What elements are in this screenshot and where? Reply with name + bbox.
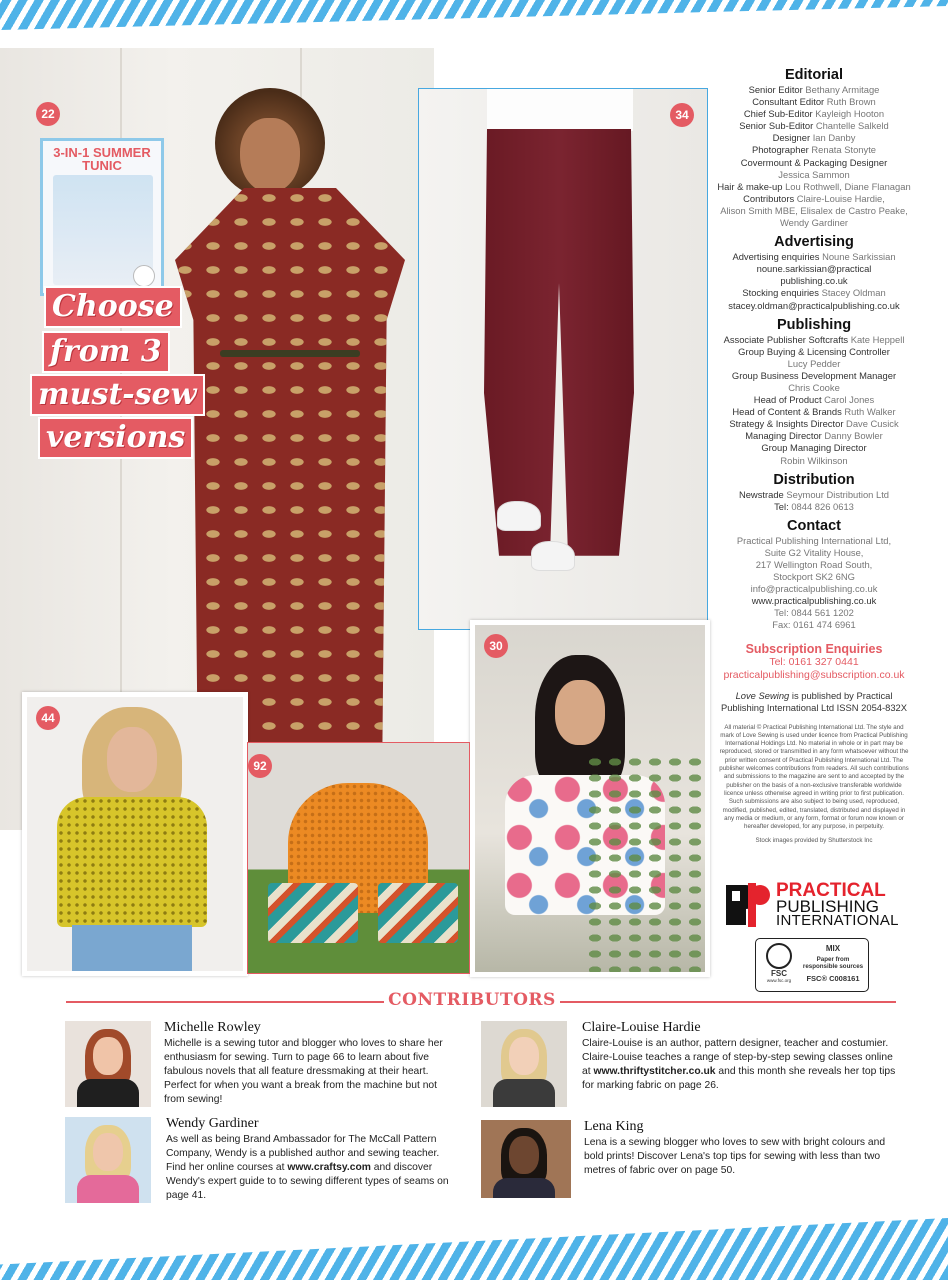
contributors-rule-right — [560, 1001, 896, 1003]
callout-line-1: Choose — [46, 288, 180, 326]
contributor-bio: As well as being Brand Ambassador for The McCall Pattern Company, Wendy is a published author and sewing teacher. Find her online courses at www.craftsy.com and discover Wendy's expert guide to to sewing different types of seams on page 41. — [166, 1134, 449, 1201]
distribution-list: Newstrade Seymour Distribution Ltd Tel: 0844 826 0613 — [738, 488, 890, 512]
fsc-code: FSC® C008161 — [806, 974, 860, 983]
thriftystitcher-link[interactable]: www.thriftystitcher.co.uk — [593, 1065, 716, 1077]
floral-top-photo — [470, 620, 710, 977]
bag-photo — [247, 742, 470, 974]
contact-list: Practical Publishing International Ltd, Suite G2 Vitality House, 217 Wellington Road South, Stockport SK2 6NG info@practicalpublishing.co.uk www.practicalpublishing.co.uk Tel: 0844 561 1202 Fax: 0161 474 6961 — [736, 534, 892, 631]
contributor-bio: Lena is a sewing blogger who loves to sew with bright colours and bold prints! Discover Lena's top tips for sewing with less than two metres of fabric over on page 50. — [584, 1137, 886, 1176]
fsc-url: www.fsc.org — [766, 978, 792, 983]
ppi-mark-icon — [726, 883, 770, 927]
model-in-dress — [175, 88, 405, 788]
page-badge-92: 92 — [248, 754, 272, 778]
fsc-paper: Paper from responsible sources — [802, 956, 864, 970]
masthead — [716, 62, 912, 848]
avatar — [481, 1120, 571, 1198]
page-badge-30: 30 — [484, 634, 508, 658]
top-stripe-decoration — [0, 0, 948, 30]
callout-line-2: from 3 — [44, 333, 168, 371]
page-badge-44: 44 — [36, 706, 60, 730]
contributor-lena-king — [481, 1120, 901, 1210]
contributor-name: Michelle Rowley — [164, 1020, 261, 1035]
pattern-card-title-2: TUNIC — [82, 158, 122, 173]
contributor-name: Claire-Louise Hardie — [582, 1020, 701, 1035]
subscription-tel: Tel: 0161 327 0441 — [769, 655, 859, 668]
advertising-heading: Advertising — [774, 234, 854, 251]
contributor-name: Wendy Gardiner — [166, 1116, 259, 1131]
page-badge-22: 22 — [36, 102, 60, 126]
bottom-stripe-decoration — [0, 1218, 948, 1280]
callout-line-3: must-sew — [32, 376, 203, 414]
avatar — [65, 1117, 151, 1203]
avatar — [65, 1021, 151, 1107]
legal-notice: All material © Practical Publishing International Ltd. The style and mark of Love Sewing is used under licence from Practical Publishing International Holdings Ltd. No material in whole or in part may be reproduced, stored or transmitted in any form whatsoever without the prior written consent of Practical Publishing International Ltd. The publisher welcomes contributions from readers. All such contributions and submissions to the magazine are sent to and accepted by the publisher on the basis of a non-exclusive transferable worldwide licence unless otherwise agreed in writing prior to first publication. Such submissions are also subject to being used, reproduced, modified, published, edited, translated, distributed and displayed in any media or medium, or any form, format or forum now known or hereafter developed, for any purpose, in perpetuity. — [719, 723, 909, 831]
advertising-list: Advertising enquiries Noune Sarkissian noune.sarkissian@practical publishing.co.uk Stocking enquiries Stacey Oldman stacey.oldman@practicalpublishing.co.uk — [728, 251, 900, 311]
publication-note: Love Sewing is published by Practical Publishing International Ltd ISSN 2054-832X — [720, 689, 908, 713]
pattern-card-title-1: 3-IN-1 SUMMER — [53, 145, 151, 160]
pattern-envelope-card — [40, 138, 164, 296]
practical-publishing-logo — [726, 880, 906, 930]
yellow-top-photo — [22, 692, 248, 976]
contributors-rule-left — [66, 1001, 384, 1003]
editorial-list: Senior Editor Bethany Armitage Consultant Editor Ruth Brown Chief Sub-Editor Kayleigh Hooton Senior Sub-Editor Chantelle Salkeld Designer Ian Danby Photographer Renata Stonyte Covermount & Packaging Designer Jessica Sammon Hair & make-up Lou Rothwell, Diane Flanagan Contributors Claire-Louise Hardie, Alison Smith MBE, Elisalex de Castro Peake, Wendy Gardiner — [717, 84, 911, 229]
contributor-bio: Claire-Louise is an author, pattern designer, teacher and costumier. Claire-Louise teaches a range of step-by-step sewing classes online at www.thriftystitcher.co.uk and this month she reveals her top tips for marking fabric on page 26. — [582, 1038, 896, 1091]
contributor-wendy-gardiner — [65, 1117, 455, 1207]
contributors-heading: CONTRIBUTORS — [384, 990, 560, 1010]
ppi-logo-line-1: PRACTICAL — [776, 880, 886, 901]
pattern-brand-icon — [133, 265, 155, 287]
fsc-logo — [755, 938, 869, 992]
stock-credit: Stock images provided by Shutterstock Inc — [755, 837, 873, 845]
ppi-logo-line-3: INTERNATIONAL — [776, 912, 899, 929]
page-badge-34: 34 — [670, 103, 694, 127]
contributor-michelle-rowley — [65, 1021, 455, 1111]
distribution-heading: Distribution — [773, 471, 855, 488]
craftsy-link[interactable]: www.craftsy.com — [287, 1161, 371, 1173]
trousers-photo — [418, 88, 708, 630]
contributor-claire-louise-hardie — [481, 1021, 901, 1111]
avatar — [481, 1021, 567, 1107]
editorial-heading: Editorial — [784, 67, 843, 83]
fsc-tree-icon — [766, 943, 792, 969]
publishing-heading: Publishing — [776, 316, 852, 333]
callout-line-4: versions — [40, 419, 191, 457]
fsc-label: FSC — [771, 969, 787, 978]
publishing-list: Associate Publisher Softcrafts Kate Heppell Group Buying & Licensing Controller Lucy Pedder Group Business Development Manager Chris Cooke Head of Product Carol Jones Head of Content & Brands Ruth Walker Strategy & Insights Director Dave Cusick Managing Director Danny Bowler Group Managing Director Robin Wilkinson — [723, 333, 905, 466]
ppi-logo-line-2: PUBLISHING — [776, 897, 879, 916]
contributor-name: Lena King — [584, 1119, 644, 1134]
fsc-mix: MIX — [825, 944, 841, 953]
subscription-heading: Subscription Enquiries — [745, 641, 883, 656]
subscription-email[interactable]: practicalpublishing@subscription.co.uk — [723, 668, 905, 681]
contributor-bio: Michelle is a sewing tutor and blogger who loves to share her enthusiasm for sewing. Turn to page 66 to learn about five fabulous novels that all feature dressmaking at their heart. Perfect for when you want a break from the machine but not from sewing! — [164, 1038, 443, 1105]
contact-heading: Contact — [787, 517, 841, 534]
